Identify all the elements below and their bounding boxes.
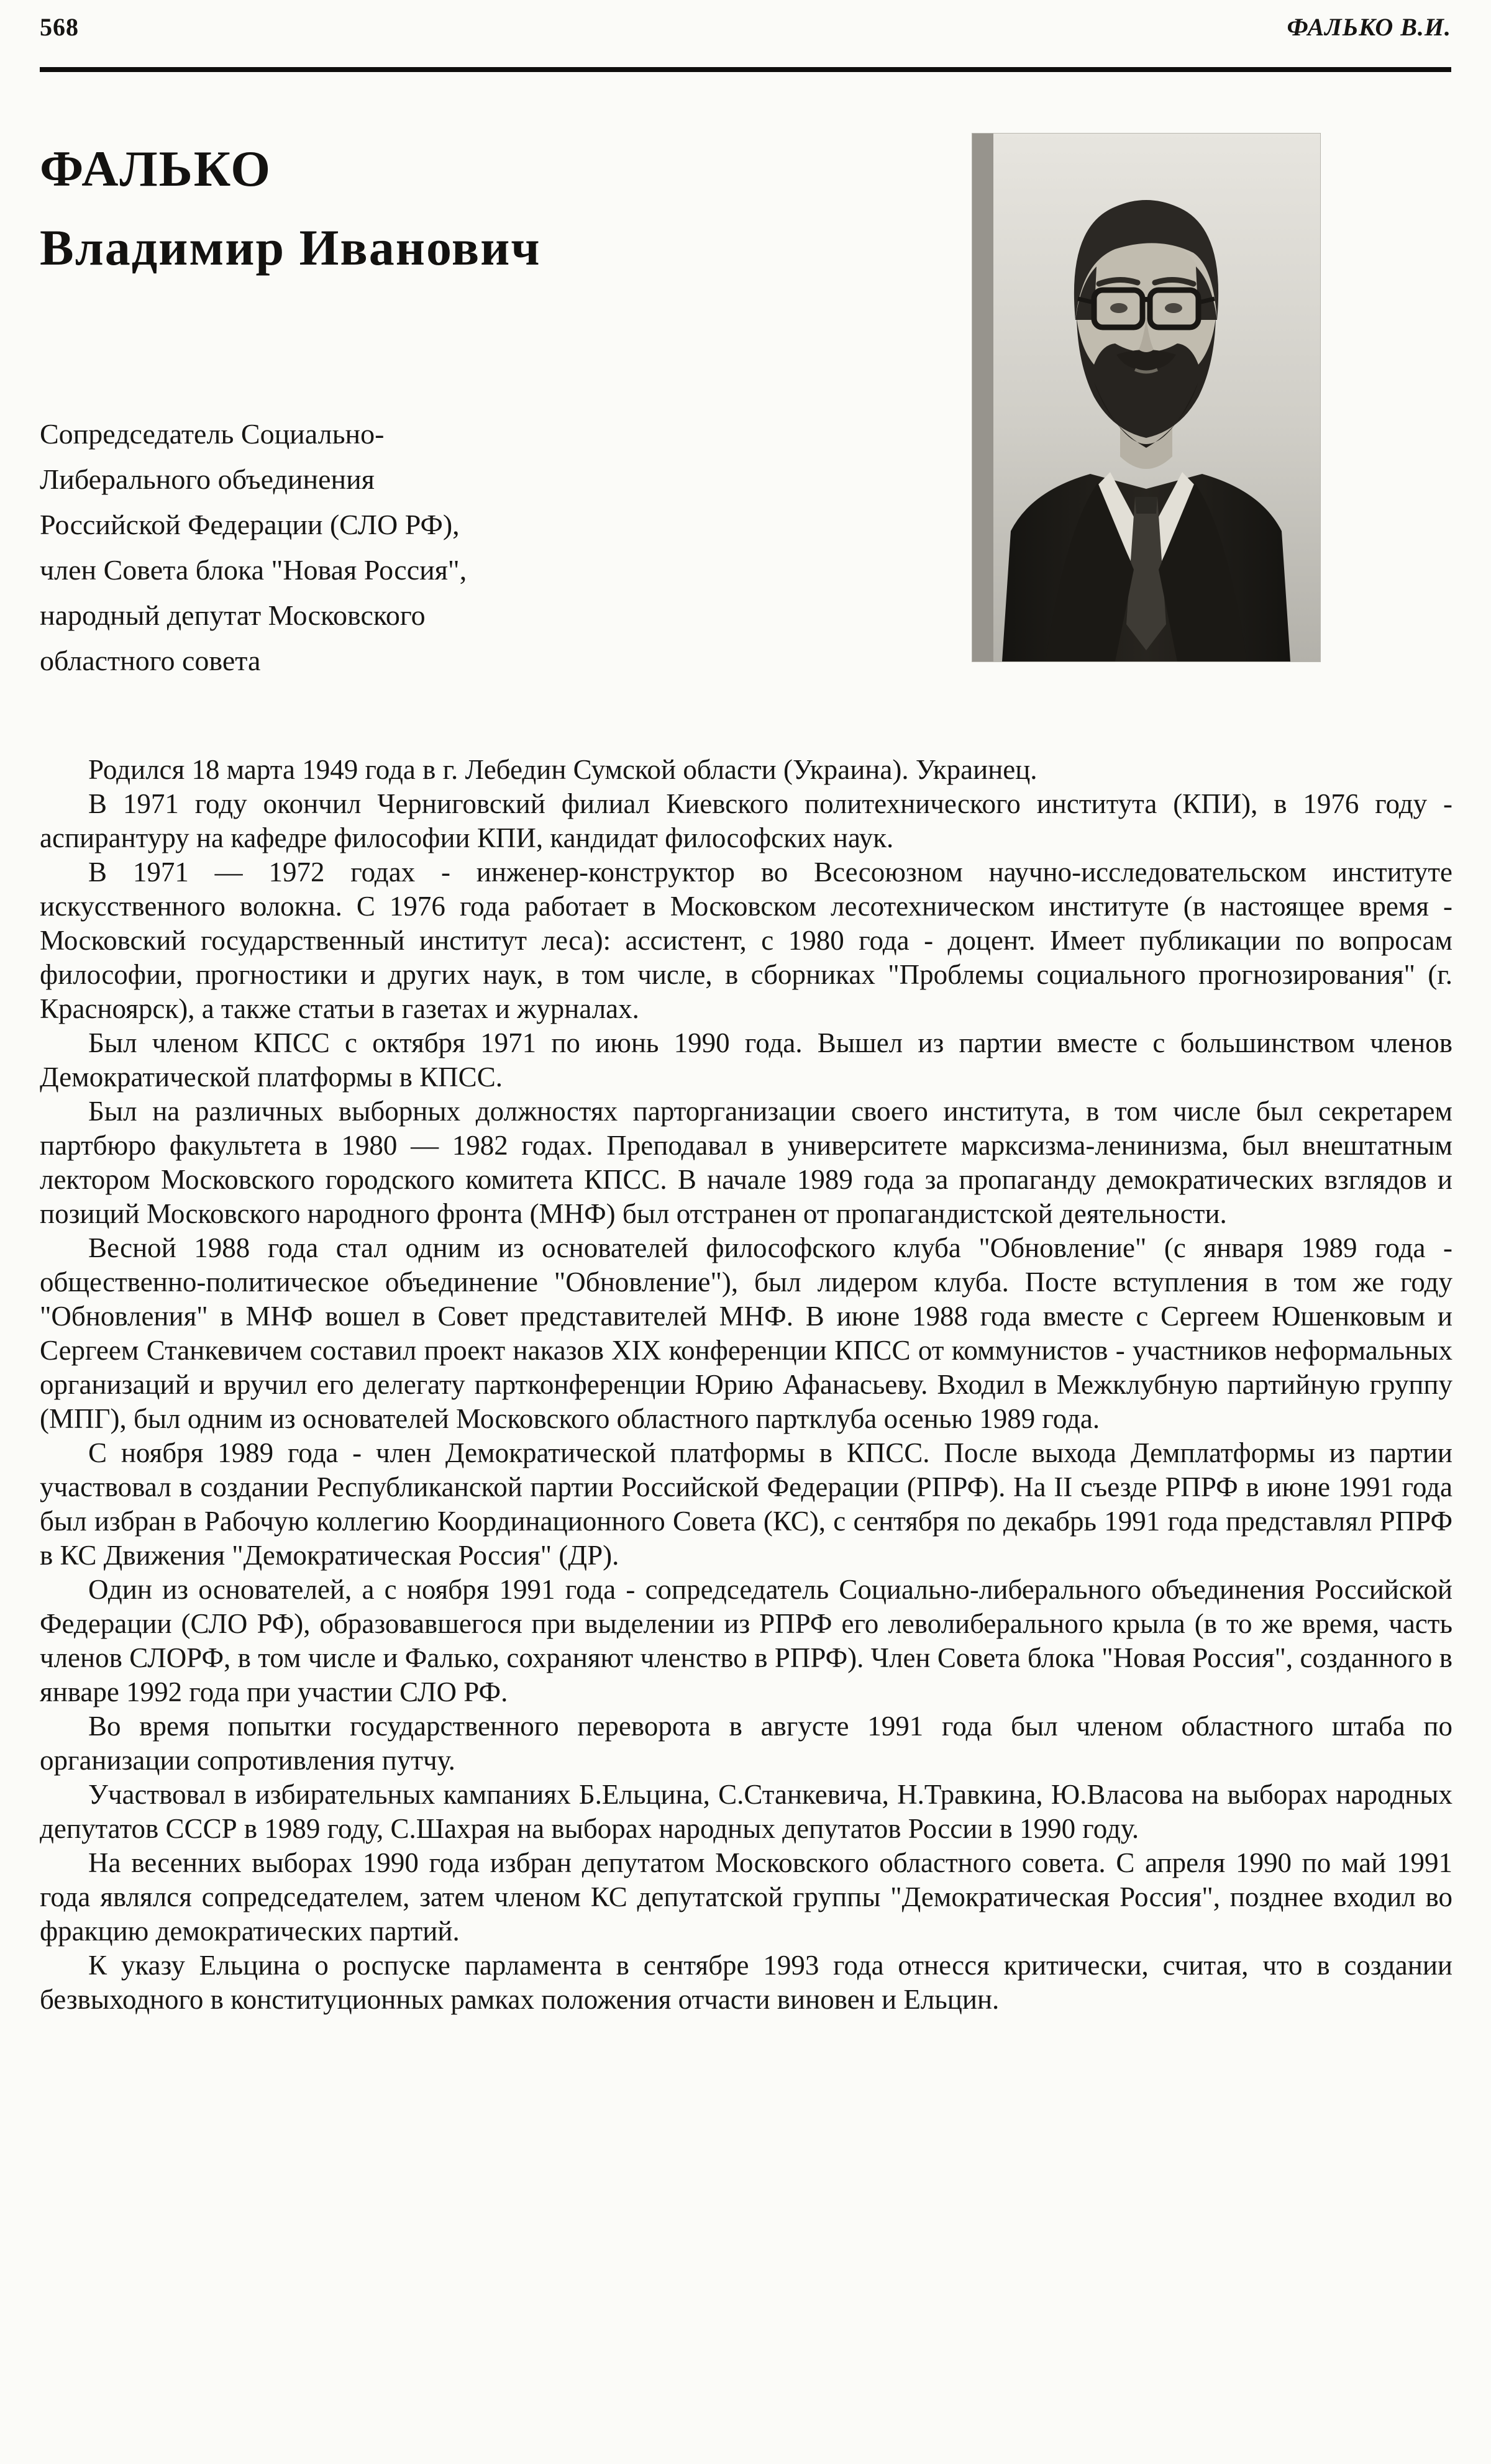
entry-title xyxy=(40,129,541,287)
bio-paragraph: Во время попытки государственного переворота в августе 1991 года был членом областного штаба по организации сопротивления путчу. xyxy=(40,1711,1452,1776)
bio-paragraph: Весной 1988 года стал одним из основателей философского клуба "Обновление" (с января 1989 года - общественно-политическое объединение "Обновление"), был лидером клуба. Посте вступления в том же году "Обновления" в МНФ вошел в Совет представителей МНФ. В июне 1988 года вместе с Сергеем Юшенковым и Сергеем Станкевичем составил проект наказов XIX конференции КПСС от коммунистов - участников неформальных организаций и вручил его делегату партконференции Юрию Афанасьеву. Входил в Межклубную партийную группу (МПГ), был одним из основателей Московского областного партклуба осенью 1989 года. xyxy=(40,1232,1452,1434)
bio-paragraph: Был членом КПСС с октября 1971 по июнь 1990 года. Вышел из партии вместе с большинством членов Демократической платформы в КПСС. xyxy=(40,1027,1452,1093)
position-line: Российской Федерации (СЛО РФ), xyxy=(40,509,460,540)
surname: ФАЛЬКО xyxy=(40,140,271,197)
position-line: народный депутат Московского xyxy=(40,599,426,631)
given-name-patronymic: Владимир Иванович xyxy=(40,219,541,276)
page-number: 568 xyxy=(40,13,79,41)
bio-paragraph: Родился 18 марта 1949 года в г. Лебедин Сумской области (Украина). Украинец. xyxy=(88,754,1037,785)
bio-paragraph: На весенних выборах 1990 года избран депутатом Московского областного совета. С апреля 1990 по май 1991 года являлся сопредседателем, затем членом КС депутатской группы "Демократическая Россия", позднее входил во фракцию демократических партий. xyxy=(40,1847,1452,1947)
running-header xyxy=(40,12,1451,42)
biography-text xyxy=(40,753,1452,2017)
bio-paragraph: В 1971 — 1972 годах - инженер-конструктор во Всесоюзном научно-исследовательском институте искусственного волокна. С 1976 года работает в Московском лесотехническом институте (в настоящее время - Московский государственный институт леса): ассистент, с 1980 года - доцент. Имеет публикации по вопросам философии, прогностики и других наук, в том числе, в сборниках "Проблемы социального прогнозирования" (г. Красноярск), а также статьи в газетах и журналах. xyxy=(40,857,1452,1024)
bio-paragraph: Участвовал в избирательных кампаниях Б.Ельцина, С.Станкевича, Н.Травкина, Ю.Власова на выборах народных депутатов СССР в 1989 году, С.Шахрая на выборах народных депутатов России в 1990 году. xyxy=(40,1779,1452,1844)
position-line: член Совета блока "Новая Россия", xyxy=(40,554,467,586)
position-line: Либерального объединения xyxy=(40,463,375,495)
header-rule xyxy=(40,67,1451,72)
position-block xyxy=(40,411,928,683)
portrait-photo xyxy=(972,134,1320,661)
bio-paragraph: Один из основателей, а с ноября 1991 года - сопредседатель Социально-либерального объединения Российской Федерации (СЛО РФ), образовавшегося при выделении из РПРФ его леволиберального крыла (в то же время, часть членов СЛОРФ, в том числе и Фалько, сохраняют членство в РПРФ). Член Совета блока "Новая Россия", созданного в январе 1992 года при участии СЛО РФ. xyxy=(40,1574,1452,1707)
position-line: Сопредседатель Социально- xyxy=(40,418,385,450)
bio-paragraph: К указу Ельцина о роспуске парламента в сентябре 1993 года отнесся критически, считая, что в создании безвыходного в конституционных рамках положения отчасти виновен и Ельцин. xyxy=(40,1950,1452,2015)
running-head-title: ФАЛЬКО В.И. xyxy=(1287,13,1451,41)
position-line: областного совета xyxy=(40,645,261,676)
bio-paragraph: В 1971 году окончил Черниговский филиал Киевского политехнического института (КПИ), в 1976 году - аспирантуру на кафедре философии КПИ, кандидат философских наук. xyxy=(40,788,1452,853)
bio-paragraph: Был на различных выборных должностях парторганизации своего института, в том числе был секретарем партбюро факультета в 1980 — 1982 годах. Преподавал в университете марксизма-ленинизма, был внештатным лектором Московского городского комитета КПСС. В начале 1989 года за пропаганду демократических взглядов и позиций Московского народного фронта (МНФ) был отстранен от пропагандистской деятельности. xyxy=(40,1096,1452,1229)
bio-paragraph: С ноября 1989 года - член Демократической платформы в КПСС. После выхода Демплатформы из партии участвовал в создании Республиканской партии Российской Федерации (РПРФ). На II съезде РПРФ в июне 1991 года был избран в Рабочую коллегию Координационного Совета (КС), с сентября по декабрь 1991 года представлял РПРФ в КС Движения "Демократическая Россия" (ДР). xyxy=(40,1437,1452,1571)
